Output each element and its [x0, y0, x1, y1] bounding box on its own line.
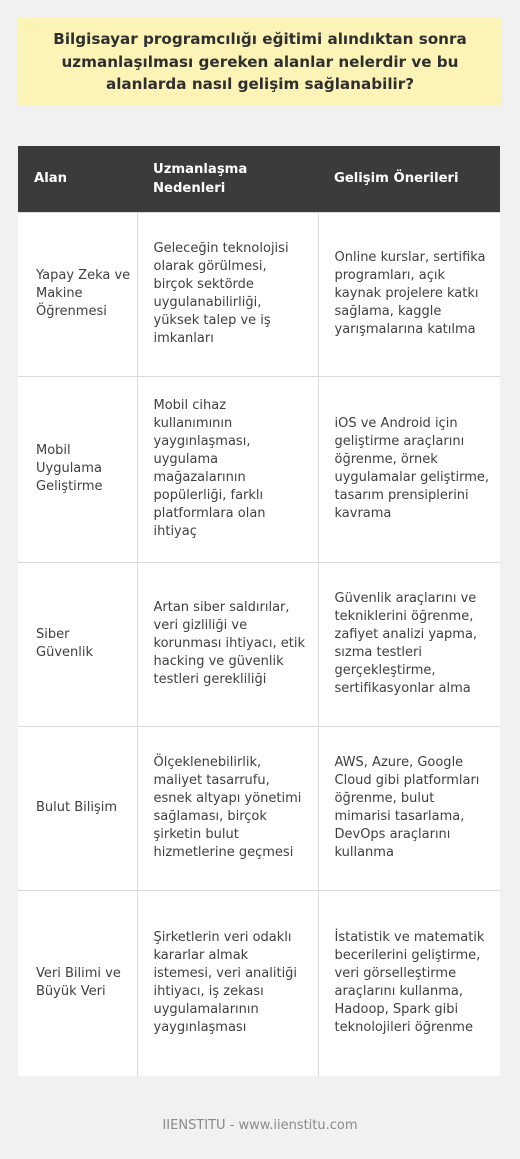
cell-reasons: Geleceğin teknolojisi olarak görülmesi, birçok sektörde uygulanabilirliği, yüksek talep ve iş imkanları — [137, 212, 318, 376]
cell-suggestions: iOS ve Android için geliştirme araçlarını öğrenme, örnek uygulamalar geliştirme, tasarım prensiplerini kavrama — [318, 376, 500, 562]
cell-area: Yapay Zeka ve Makine Öğrenmesi — [18, 212, 137, 376]
table-row — [18, 376, 500, 562]
cell-reasons: Artan siber saldırılar, veri gizliliği ve korunması ihtiyacı, etik hacking ve güvenlik testleri gerekliliği — [137, 562, 318, 726]
title-banner — [18, 18, 502, 106]
cell-suggestions: İstatistik ve matematik becerilerini geliştirme, veri görselleştirme araçlarını kullanma, Hadoop, Spark gibi teknolojileri öğrenme — [318, 890, 500, 1076]
specialization-table — [18, 146, 500, 1076]
cell-reasons: Mobil cihaz kullanımının yaygınlaşması, uygulama mağazalarının popülerliği, farklı platformlara olan ihtiyaç — [137, 376, 318, 562]
footer-credit: IIENSTITU - www.iienstitu.com — [162, 1118, 358, 1133]
page-title: Bilgisayar programcılığı eğitimi alındıktan sonra uzmanlaşılması gereken alanlar nelerdir ve bu alanlarda nasıl gelişim sağlanabilir? — [53, 30, 467, 94]
table-row — [18, 562, 500, 726]
table-row — [18, 890, 500, 1076]
table-header-row — [18, 146, 500, 212]
header-suggestions: Gelişim Önerileri — [318, 146, 500, 212]
cell-area: Siber Güvenlik — [18, 562, 137, 726]
table-row — [18, 726, 500, 890]
table-row — [18, 212, 500, 376]
header-reasons: Uzmanlaşma Nedenleri — [137, 146, 318, 212]
cell-reasons: Şirketlerin veri odaklı kararlar almak istemesi, veri analitiği ihtiyacı, iş zekası uygulamalarının yaygınlaşması — [137, 890, 318, 1076]
cell-reasons: Ölçeklenebilirlik, maliyet tasarrufu, esnek altyapı yönetimi sağlaması, birçok şirketin bulut hizmetlerine geçmesi — [137, 726, 318, 890]
cell-suggestions: Online kurslar, sertifika programları, açık kaynak projelere katkı sağlama, kaggle yarışmalarına katılma — [318, 212, 500, 376]
cell-suggestions: AWS, Azure, Google Cloud gibi platformları öğrenme, bulut mimarisi tasarlama, DevOps araçlarını kullanma — [318, 726, 500, 890]
cell-area: Veri Bilimi ve Büyük Veri — [18, 890, 137, 1076]
cell-suggestions: Güvenlik araçlarını ve tekniklerini öğrenme, zafiyet analizi yapma, sızma testleri gerçekleştirme, sertifikasyonlar alma — [318, 562, 500, 726]
cell-area: Bulut Bilişim — [18, 726, 137, 890]
cell-area: Mobil Uygulama Geliştirme — [18, 376, 137, 562]
header-area: Alan — [18, 146, 137, 212]
